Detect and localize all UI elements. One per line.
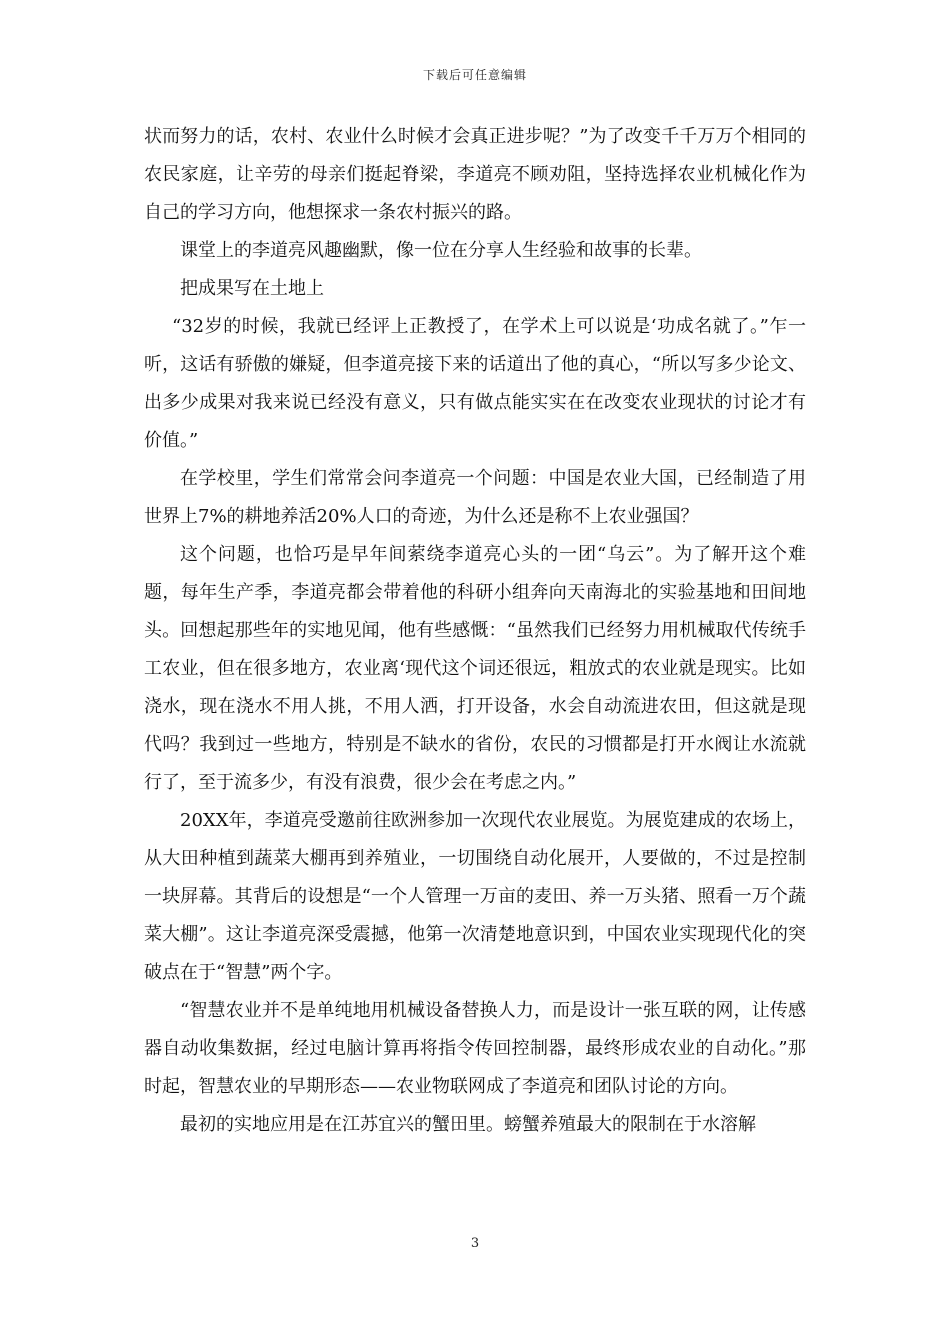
- page-number: 3: [470, 1236, 480, 1251]
- paragraph-7: “智慧农业并不是单纯地用机械设备替换人力，而是设计一张互联的网，让传感器自动收集数据，经过电脑计算再将指令传回控制器，最终形成农业的自动化。”那时起，智慧农业的早期形态——农业物联网成了李道亮和团队讨论的方向。: [144, 1000, 806, 1097]
- paragraph-5: 这个问题，也恰巧是早年间萦绕李道亮心头的一团“乌云”。为了解开这个难题，每年生产季，李道亮都会带着他的科研小组奔向天南海北的实验基地和田间地头。回想起那些年的实地见闻，他有些感慨：“虽然我们已经努力用机械取代传统手工农业，但在很多地方，农业离‘现代这个词还很远，粗放式的农业就是现实。比如浇水，现在浇水不用人挑，不用人洒，打开设备，水会自动流进农田，但这就是现代吗？我到过一些地方，特别是不缺水的省份，农民的习惯都是打开水阀让水流就行了，至于流多少，有没有浪费，很少会在考虑之内。”: [144, 544, 806, 793]
- paragraph-6: 20XX年，李道亮受邀前往欧洲参加一次现代农业展览。为展览建成的农场上，从大田种植到蔬菜大棚再到养殖业，一切围绕自动化展开，人要做的，不过是控制一块屏幕。其背后的设想是“一个人管理一万亩的麦田、养一万头猪、照看一万个蔬菜大棚”。这让李道亮深受震撼，他第一次清楚地意识到，中国农业实现现代化的突破点在于“智慧”两个字。: [144, 810, 806, 983]
- page-header: 下载后可任意编辑: [422, 68, 527, 82]
- paragraph-4: 在学校里，学生们常常会问李道亮一个问题：中国是农业大国，已经制造了用世界上7%的耕地养活20%人口的奇迹，为什么还是称不上农业强国？: [144, 468, 806, 527]
- paragraph-3: “32岁的时候，我就已经评上正教授了，在学术上可以说是‘功成名就了。”乍一听，这话有骄傲的嫌疑，但李道亮接下来的话道出了他的真心，“所以写多少论文、出多少成果对我来说已经没有意义，只有做点能实实在在改变农业现状的讨论才有价值。”: [144, 316, 806, 451]
- section-heading: 把成果写在土地上: [180, 278, 324, 299]
- paragraph-1: 状而努力的话，农村、农业什么时候才会真正进步呢？”为了改变千千万万个相同的农民家庭，让辛劳的母亲们挺起脊梁，李道亮不顾劝阻，坚持选择农业机械化作为自己的学习方向，他想探求一条农村振兴的路。: [144, 126, 806, 223]
- paragraph-8: 最初的实地应用是在江苏宜兴的蟹田里。螃蟹养殖最大的限制在于水溶解: [180, 1114, 756, 1135]
- document-body: [144, 118, 806, 1144]
- paragraph-2: 课堂上的李道亮风趣幽默，像一位在分享人生经验和故事的长辈。: [180, 240, 702, 261]
